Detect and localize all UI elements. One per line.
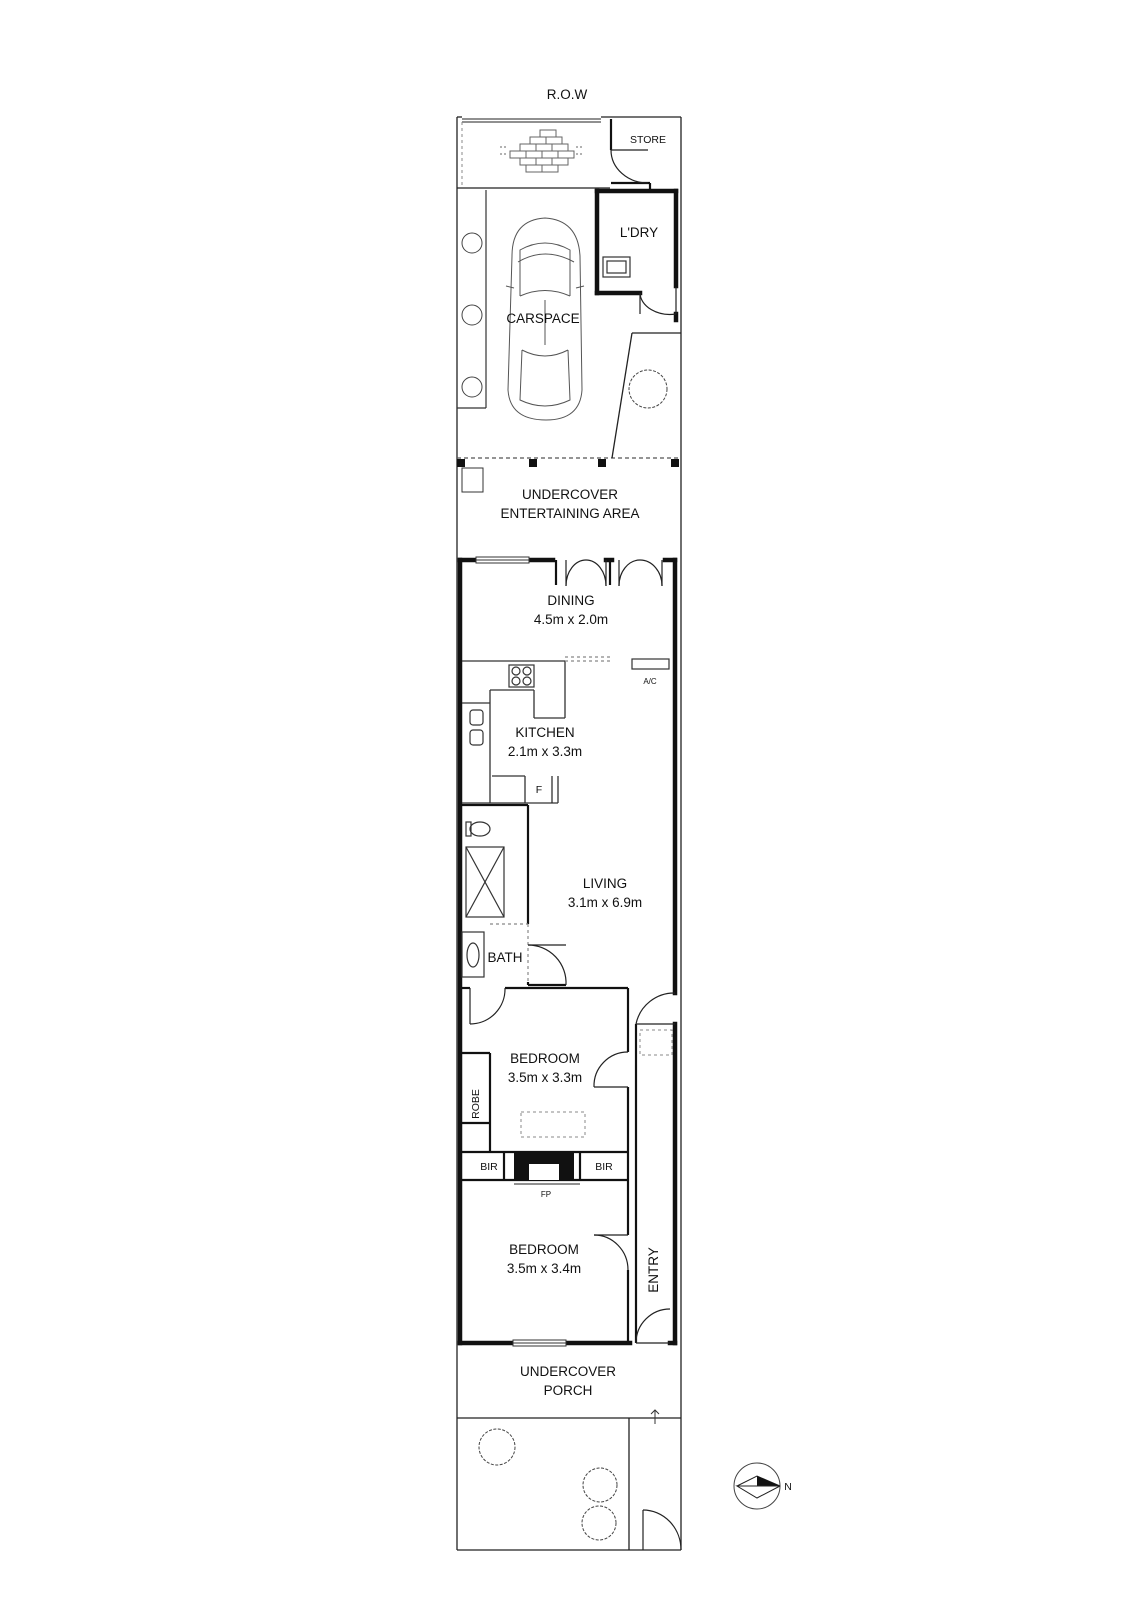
bathroom-door bbox=[528, 945, 566, 985]
entertaining-label-2: ENTERTAINING AREA bbox=[500, 506, 640, 521]
bir-right-label: BIR bbox=[595, 1161, 613, 1173]
bbq-box bbox=[462, 468, 483, 492]
laundry-label: L'DRY bbox=[619, 225, 659, 240]
plant-icon bbox=[462, 377, 482, 397]
bedroom1-size: 3.5m x 3.3m bbox=[507, 1070, 583, 1085]
shower-icon bbox=[466, 847, 504, 917]
bir-left-label: BIR bbox=[480, 1161, 498, 1173]
front-door bbox=[636, 1309, 670, 1343]
bedroom2-label: BEDROOM bbox=[509, 1242, 579, 1257]
entertaining-label-1: UNDERCOVER bbox=[521, 487, 619, 502]
kitchen-size: 2.1m x 3.3m bbox=[507, 744, 583, 759]
laundry-door bbox=[640, 287, 676, 314]
bath-lower-door bbox=[470, 988, 505, 1024]
ac-label: A/C bbox=[643, 677, 657, 686]
basin-icon bbox=[467, 943, 479, 967]
living-size: 3.1m x 6.9m bbox=[567, 895, 643, 910]
fireplace-label: FP bbox=[540, 1190, 552, 1199]
tree-icon bbox=[479, 1429, 515, 1465]
air-conditioner-icon bbox=[632, 659, 669, 669]
plant-icon bbox=[462, 305, 482, 325]
site-boundary bbox=[457, 117, 681, 1550]
bedroom1-label: BEDROOM bbox=[510, 1051, 580, 1066]
dining-label: DINING bbox=[547, 593, 595, 608]
plant-icon bbox=[462, 233, 482, 253]
kitchen-label: KITCHEN bbox=[515, 725, 575, 740]
row-label: R.O.W bbox=[546, 87, 588, 102]
pergola-posts bbox=[457, 459, 679, 467]
front-gate bbox=[643, 1510, 681, 1550]
dining-french-doors-right bbox=[619, 560, 662, 586]
paver-pattern bbox=[500, 130, 584, 172]
dashed-items bbox=[462, 122, 672, 1137]
bedroom2-door bbox=[594, 1235, 628, 1270]
north-label: N bbox=[784, 1481, 792, 1493]
entry-arrow-icon bbox=[651, 1410, 659, 1424]
robe-label: ROBE bbox=[470, 1089, 482, 1119]
doors bbox=[470, 150, 681, 1550]
store-door bbox=[611, 150, 648, 183]
toilet-icon bbox=[470, 822, 490, 836]
dining-french-doors-left bbox=[566, 560, 606, 586]
sink-icon bbox=[470, 710, 483, 745]
bedroom2-size: 3.5m x 3.4m bbox=[506, 1261, 582, 1276]
tree-icon bbox=[582, 1506, 616, 1540]
porch-label-1: UNDERCOVER bbox=[519, 1364, 617, 1379]
entry-label: ENTRY bbox=[646, 1247, 661, 1293]
bath-label: BATH bbox=[487, 950, 523, 965]
bedroom1-door bbox=[594, 1052, 628, 1087]
tree-icon bbox=[583, 1468, 617, 1502]
dining-size: 4.5m x 2.0m bbox=[533, 612, 609, 627]
cooktop-icon bbox=[509, 665, 534, 687]
north-arrow-icon bbox=[734, 1463, 780, 1509]
fridge-label: F bbox=[535, 784, 543, 796]
garden-bed bbox=[457, 190, 486, 408]
carspace-label: CARSPACE bbox=[506, 311, 580, 326]
laundry-tub-icon bbox=[603, 257, 630, 277]
porch-label-2: PORCH bbox=[543, 1383, 593, 1398]
living-label: LIVING bbox=[582, 876, 628, 891]
tree-icon bbox=[629, 370, 667, 408]
store-label: STORE bbox=[630, 134, 666, 146]
hallway-door bbox=[636, 993, 675, 1024]
